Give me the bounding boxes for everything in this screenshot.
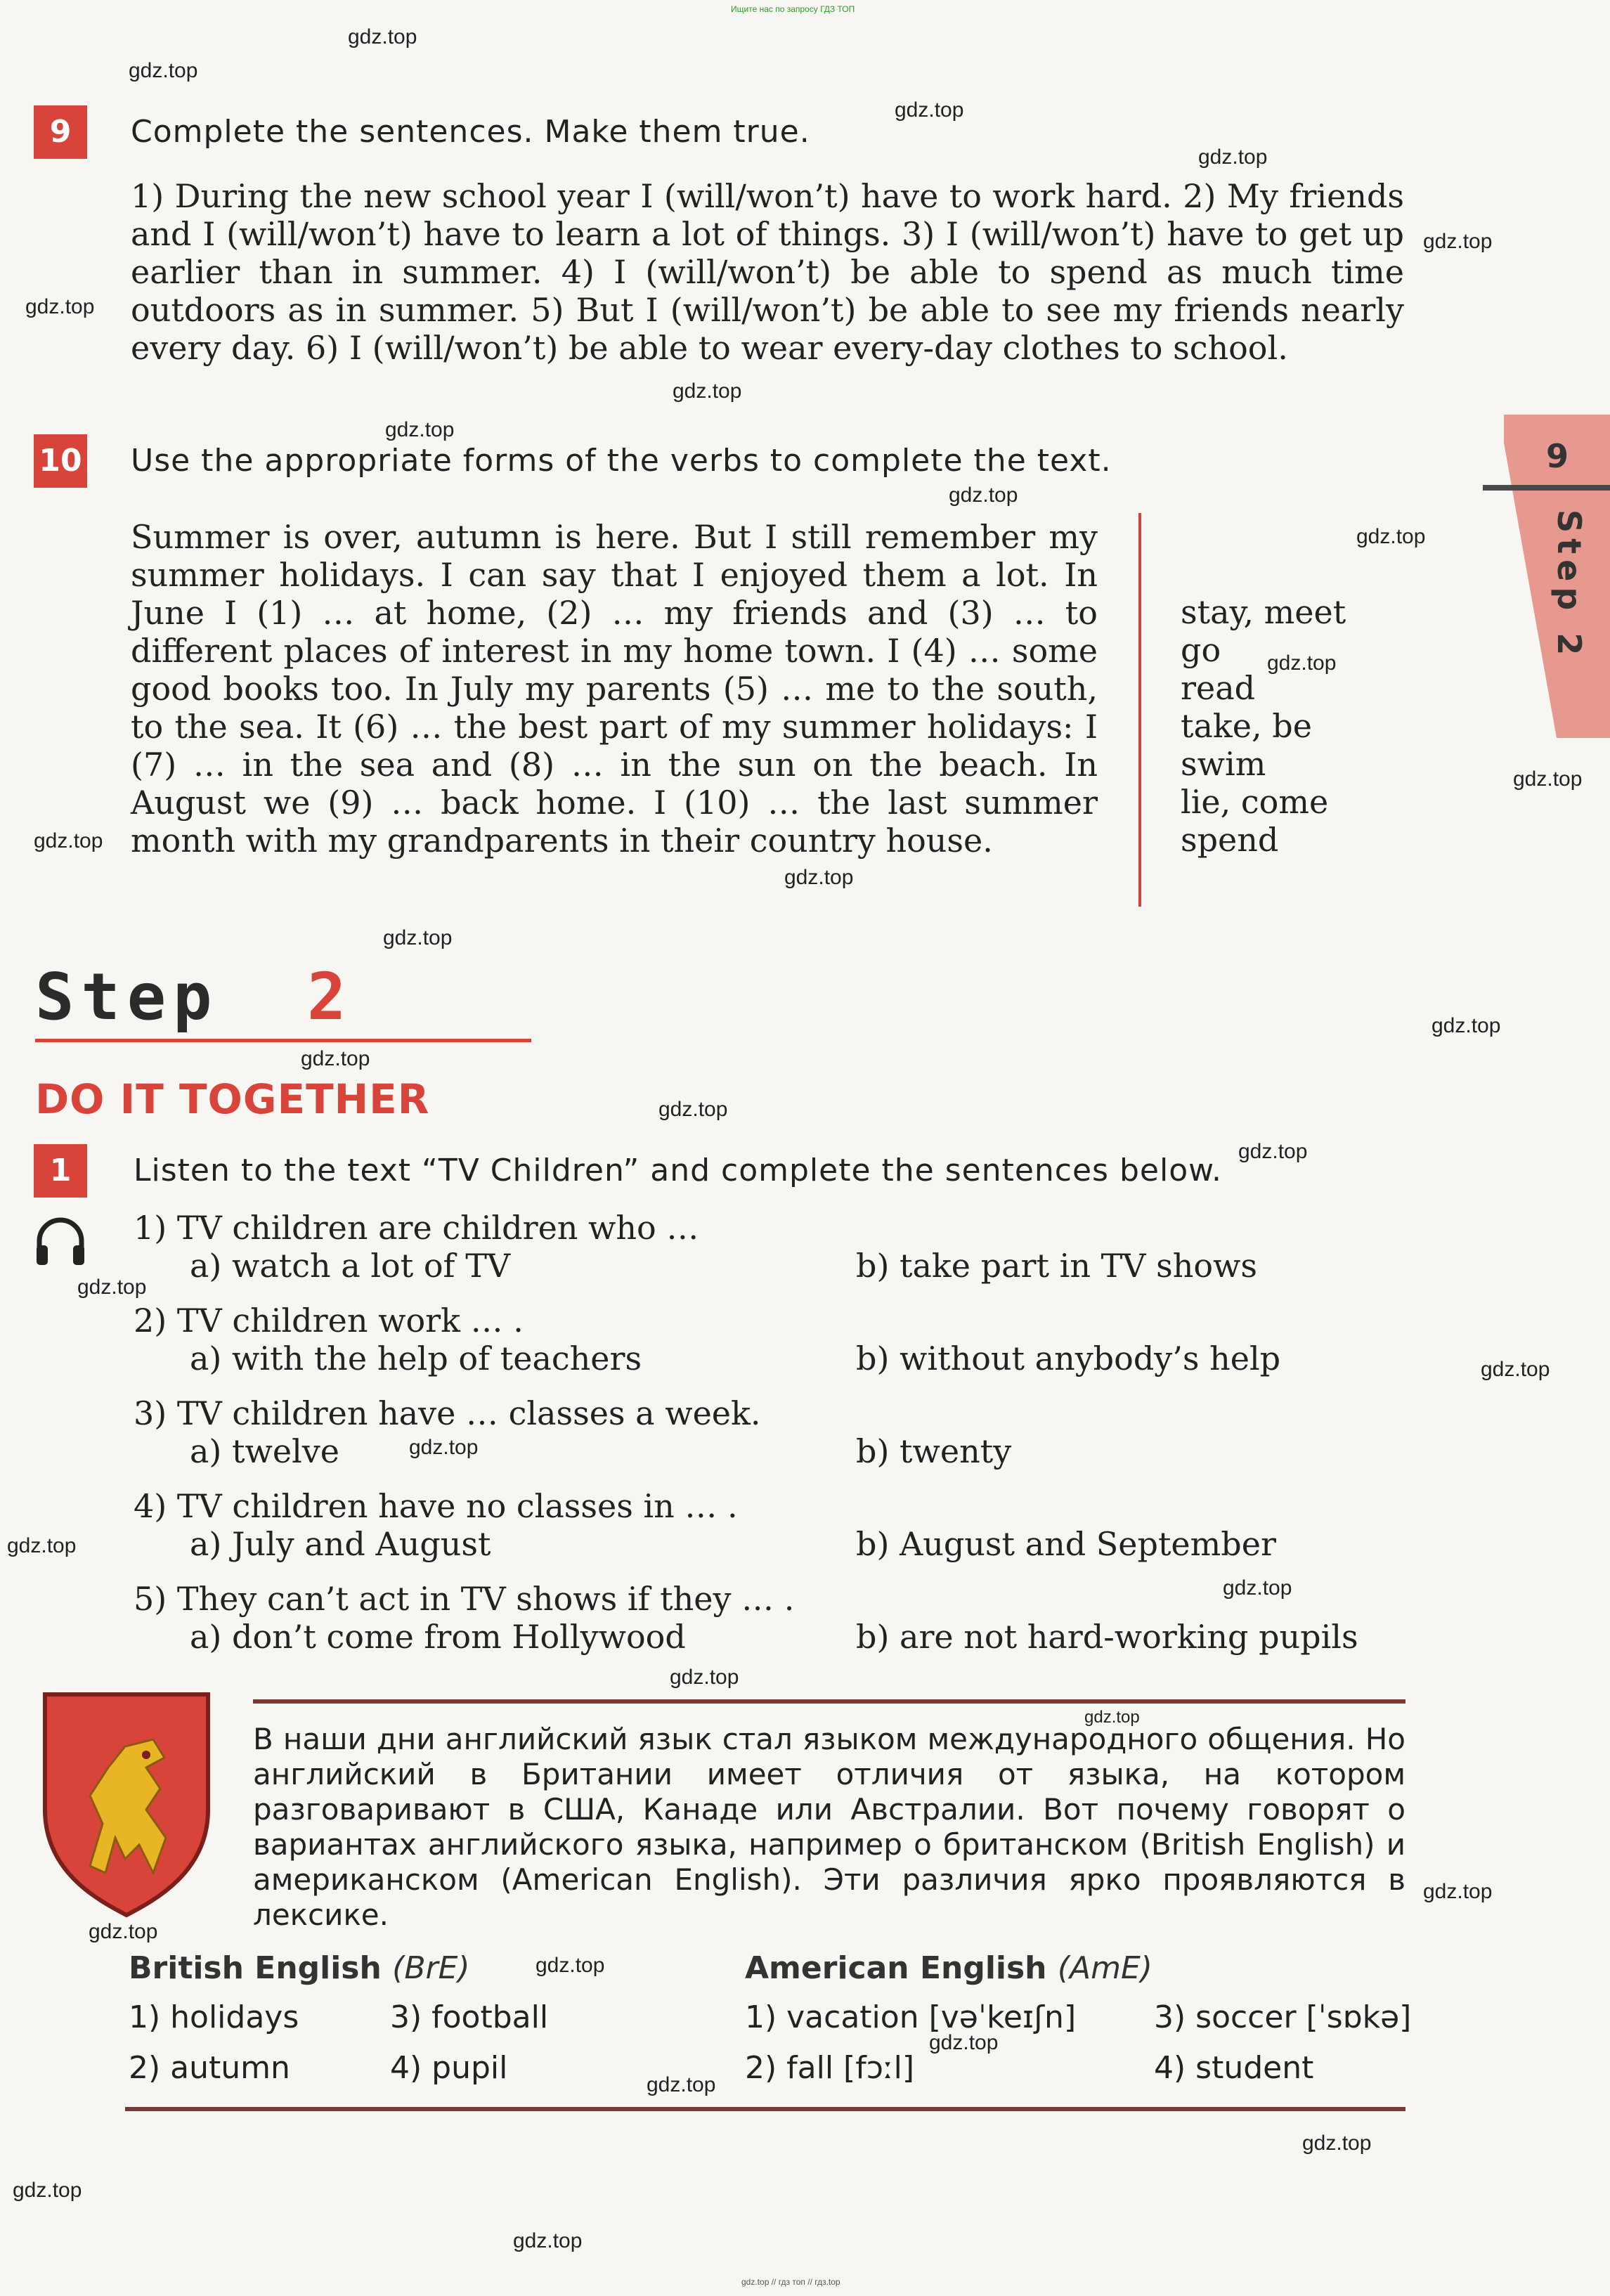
watermark: gdz.top	[949, 484, 1018, 507]
watermark: gdz.top	[1432, 1014, 1501, 1037]
british-item: 2) autumn	[129, 2050, 290, 2086]
verb-item: read	[1181, 669, 1256, 707]
watermark: gdz.top	[129, 59, 198, 82]
american-item: 1) vacation [vəˈkeɪʃn]	[745, 1999, 1077, 2035]
ex1-item-2-option-b: b) without anybody’s help	[856, 1340, 1281, 1377]
verb-item: stay, meet	[1181, 593, 1346, 631]
watermark: gdz.top	[1084, 1708, 1140, 1727]
watermark: gdz.top	[383, 926, 453, 949]
step-word: Step	[35, 959, 219, 1035]
ex9-number-badge: 9	[34, 105, 87, 159]
watermark: gdz.top	[1238, 1140, 1308, 1163]
lion-shield-icon	[41, 1690, 212, 1922]
ex1-item-1-option-b: b) take part in TV shows	[856, 1247, 1258, 1285]
watermark: gdz.top	[301, 1047, 370, 1070]
note-top-rule	[253, 1699, 1405, 1704]
watermark: gdz.top	[929, 2031, 999, 2054]
ex1-item-2-option-a: a) with the help of teachers	[190, 1340, 642, 1377]
header-tiny-text: Ищите нас по запросу ГДЗ ТОП	[731, 4, 855, 14]
ex10-text	[131, 518, 1098, 860]
ex9-paragraph: 1) During the new school year I (will/won’t) have to work hard. 2) My friends and I (will/won’t) have to learn a lot of things. 3) I (will/won’t) have to get up earlier than in summer. 4) I (will/won’t) be able to spend as much time outdoors as in summer. 5) But I (will/won’t) be able to see my friends nearly every day. 6) I (will/won’t) be able to wear every-day clothes to school.	[131, 177, 1404, 367]
ex10-number-badge: 10	[34, 434, 87, 488]
ex9-instruction: Complete the sentences. Make them true.	[131, 114, 810, 150]
watermark: gdz.top	[13, 2179, 82, 2202]
ex1-item-3-stem: 3) TV children have … classes a week.	[134, 1394, 761, 1432]
watermark: gdz.top	[895, 98, 964, 122]
watermark: gdz.top	[1356, 525, 1426, 548]
watermark: gdz.top	[1302, 2132, 1372, 2155]
ex1-item-3-option-b: b) twenty	[856, 1432, 1012, 1470]
step-heading	[35, 959, 353, 1035]
ex1-item-5-stem: 5) They can’t act in TV shows if they … .	[134, 1580, 795, 1618]
side-tab-label: Step 2	[1550, 510, 1588, 661]
british-english-heading	[129, 1950, 470, 1986]
american-title: American English	[745, 1950, 1047, 1986]
british-item: 3) football	[390, 1999, 549, 2035]
side-tab-number: 9	[1546, 437, 1569, 475]
american-english-heading	[745, 1950, 1153, 1986]
watermark: gdz.top	[1513, 767, 1583, 791]
ex1-item-2-stem: 2) TV children work … .	[134, 1302, 524, 1340]
ex1-item-3-option-a: a) twelve	[190, 1432, 339, 1470]
watermark: gdz.top	[77, 1276, 147, 1299]
ex1-item-1-option-a: a) watch a lot of TV	[190, 1247, 511, 1285]
watermark: gdz.top	[1423, 230, 1493, 253]
watermark: gdz.top	[513, 2229, 583, 2252]
watermark: gdz.top	[1223, 1576, 1292, 1600]
watermark: gdz.top	[784, 866, 854, 889]
ex1-item-1-stem: 1) TV children are children who …	[134, 1209, 699, 1247]
section-title: DO IT TOGETHER	[35, 1075, 430, 1123]
american-item: 4) student	[1154, 2050, 1314, 2086]
watermark: gdz.top	[1481, 1358, 1550, 1381]
british-item: 4) pupil	[390, 2050, 508, 2086]
verb-item: go	[1181, 631, 1221, 669]
american-abbr: (AmE)	[1057, 1950, 1153, 1986]
headphones-icon	[34, 1217, 87, 1269]
verb-item: spend	[1181, 821, 1279, 859]
british-item: 1) holidays	[129, 1999, 299, 2035]
verb-item: lie, come	[1181, 783, 1329, 821]
american-item: 2) fall [fɔːl]	[745, 2050, 915, 2086]
ex10-paragraph: Summer is over, autumn is here. But I still remember my summer holidays. I can say that I enjoyed them a lot. In June I (1) … at home, (2) … my friends and (3) … to different places of interest in my home town. I (4) … some good books too. In July my parents (5) … me to the south, to the sea. It (6) … the best part of my summer holidays: I (7) … in the sea and (8) … in the sun on the beach. In August we (9) … back home. I (10) … the last summer month with my grandparents in their country house.	[131, 518, 1098, 860]
watermark: gdz.top	[409, 1436, 479, 1459]
verb-item: take, be	[1181, 707, 1312, 745]
watermark: gdz.top	[348, 25, 417, 48]
watermark: gdz.top	[385, 418, 455, 441]
culture-note: В наши дни английский язык стал языком международного общения. Но английский в Британии имеет отличия от языка, на котором разговаривают в США, Канаде или Австралии. Вот почему говорят о вариантах английского языка, например о британском (British English) и американском (American English). Эти различия ярко проявляются в лексике.	[253, 1722, 1405, 1932]
ex10-verb-list	[1181, 593, 1346, 859]
watermark: gdz.top	[647, 2073, 716, 2096]
ex1-item-5-option-b: b) are not hard-working pupils	[856, 1618, 1358, 1656]
ex1-item-4-option-a: a) July and August	[190, 1525, 491, 1563]
watermark: gdz.top	[535, 1954, 605, 1977]
ex1-item-4-stem: 4) TV children have no classes in … .	[134, 1487, 738, 1525]
watermark: gdz.top	[673, 380, 742, 403]
american-item: 3) soccer [ˈsɒkə]	[1154, 1999, 1412, 2035]
watermark: gdz.top	[1267, 651, 1337, 675]
british-abbr: (BrE)	[392, 1950, 470, 1986]
watermark: gdz.top	[25, 295, 95, 318]
watermark: gdz.top	[658, 1098, 728, 1121]
ex1-instruction: Listen to the text “TV Children” and complete the sentences below.	[134, 1153, 1223, 1188]
ex1-item-5-option-a: a) don’t come from Hollywood	[190, 1618, 686, 1656]
watermark: gdz.top	[7, 1534, 77, 1557]
step-underline	[35, 1039, 531, 1042]
step-number: 2	[306, 959, 353, 1035]
note-bottom-rule	[125, 2107, 1405, 2111]
watermark: gdz.top	[1198, 145, 1268, 169]
ex10-instruction: Use the appropriate forms of the verbs to complete the text.	[131, 443, 1112, 479]
ex9-text	[131, 177, 1404, 367]
watermark: gdz.top	[89, 1920, 158, 1943]
footer-tiny-text: gdz.top // гдз топ // гдз.top	[741, 2277, 840, 2287]
british-title: British English	[129, 1950, 382, 1986]
verb-item: swim	[1181, 745, 1266, 783]
ex1-number-badge: 1	[34, 1144, 87, 1198]
side-tab	[1483, 415, 1610, 738]
verbs-divider	[1138, 513, 1141, 907]
watermark: gdz.top	[34, 829, 103, 852]
ex1-item-4-option-b: b) August and September	[856, 1525, 1276, 1563]
watermark: gdz.top	[670, 1666, 739, 1689]
watermark: gdz.top	[1423, 1880, 1493, 1903]
